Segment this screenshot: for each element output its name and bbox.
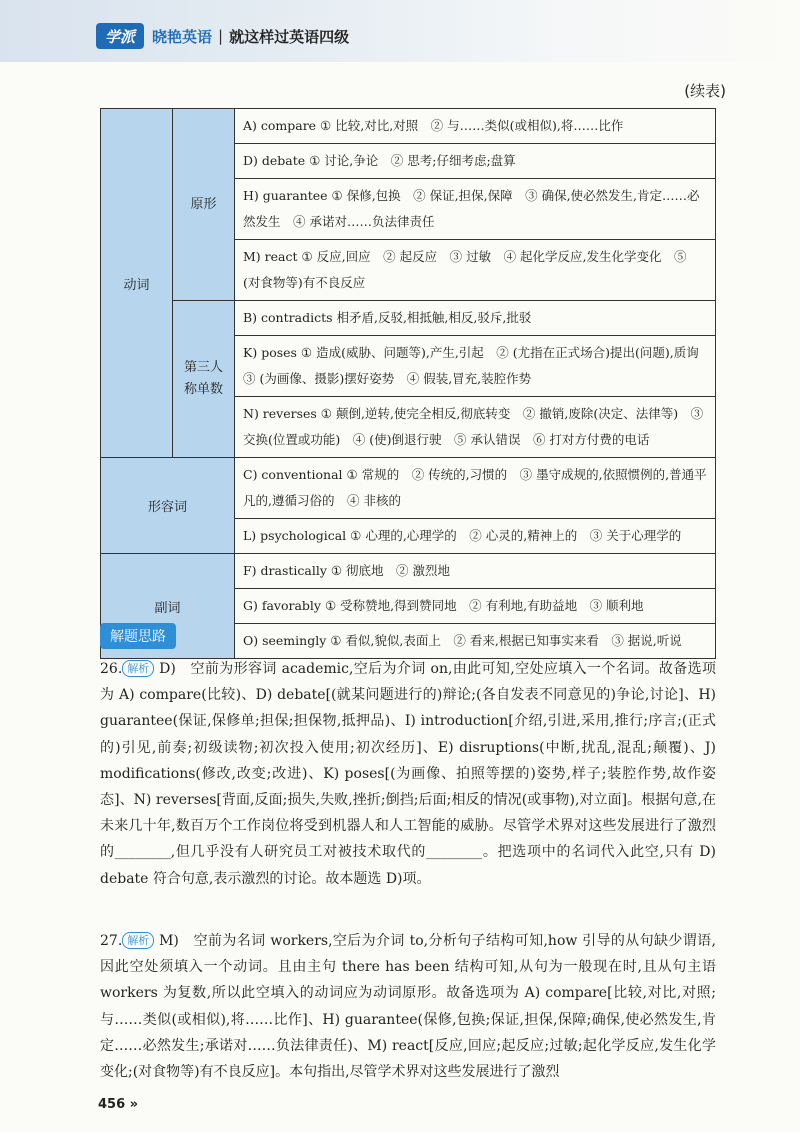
section-title: 解题思路 [100, 623, 176, 649]
verb-base-form: 原形 [173, 109, 235, 301]
header-separator: | [218, 27, 224, 45]
table-row: K) poses ① 造成(威胁、问题等),产生,引起 ② (尤指在正式场合)提出(问题),质询 ③ (为画像、摄影)摆好姿势 ④ 假装,冒充,装腔作势 [235, 336, 716, 397]
table-row: O) seemingly ① 看似,貌似,表面上 ② 看来,根据已知事实来看 ③ 据说,听说 [235, 624, 716, 659]
question-number: 27. [100, 933, 123, 949]
table-row: D) debate ① 讨论,争论 ② 思考;仔细考虑;盘算 [235, 144, 716, 179]
table-row: L) psychological ① 心理的,心理学的 ② 心灵的,精神上的 ③ 关于心理学的 [235, 519, 716, 554]
table-row: N) reverses ① 颠倒,逆转,使完全相反,彻底转变 ② 撤销,废除(决定、法律等) ③ 交换(位置或功能) ④ (使)倒退行驶 ⑤ 承认错误 ⑥ 打对方付费的电话 [235, 397, 716, 458]
table-row: C) conventional ① 常规的 ② 传统的,习惯的 ③ 墨守成规的,依照惯例的,普通平凡的,遵循习俗的 ④ 非核的 [235, 458, 716, 519]
pos-verb: 动词 [101, 109, 173, 458]
question-27-analysis [100, 928, 716, 1085]
table-row: B) contradicts 相矛盾,反驳,相抵触,相反,驳斥,批驳 [235, 301, 716, 336]
answer-letter: M) [159, 933, 179, 949]
analysis-text: 空前为形容词 academic,空后为介词 on,由此可知,空处应填入一个名词。故备选项为 A) compare(比较)、D) debate[(就某问题进行的)辩论;(各自发表不同意见的)争论,讨论]、H) guarantee(保证,保修单;担保;担保物,抵押品)、I) introduction[介绍,引进,采用,推行;序言;(正式的)引见,前奏;初级读物;初次投入使用;初次经历]、E) disruptions(中断,扰乱,混乱;颠覆)、J) modifications(修改,改变;改进)、K) poses[(为画像、拍照等摆的)姿势,样子;装腔作势,故作姿态]、N) reverses[背面,反面;损失,失败,挫折;倒挡;后面;相反的情况(或事物),对立面]。根据句意,在未来几十年,数百万个工作岗位将受到机器人和人工智能的威胁。尽管学术界对这些发展进行了激烈的________,但几乎没有人研究员工对被技术取代的________。把选项中的名词代入此空,只有 D) debate 符合句意,表示激烈的讨论。故本题选 D)项。 [100, 661, 716, 887]
verb-third-person [173, 301, 235, 458]
pos-adverb: 副词 [101, 554, 235, 659]
third-label-line2: 称单数 [183, 382, 223, 397]
table-row: H) guarantee ① 保修,包换 ② 保证,担保,保障 ③ 确保,使必然发生,肯定……必然发生 ④ 承诺对……负法律责任 [235, 179, 716, 240]
question-number: 26. [100, 661, 123, 677]
analysis-badge: 解析 [122, 660, 154, 677]
vocabulary-table [100, 108, 716, 659]
pos-adjective: 形容词 [101, 458, 235, 554]
continued-label: (续表) [684, 82, 726, 100]
table-row: G) favorably ① 受称赞地,得到赞同地 ② 有利地,有助益地 ③ 顺利地 [235, 589, 716, 624]
brand-logo: 学派 [96, 23, 144, 49]
page-number: 456 » [98, 1097, 139, 1112]
answer-letter: D) [159, 661, 176, 677]
page-header [0, 0, 800, 62]
book-title: 就这样过英语四级 [229, 27, 350, 46]
analysis-badge: 解析 [122, 932, 154, 949]
question-26-analysis [100, 656, 716, 892]
table-row: M) react ① 反应,回应 ② 起反应 ③ 过敏 ④ 起化学反应,发生化学变化 ⑤ (对食物等)有不良反应 [235, 240, 716, 301]
analysis-text: 空前为名词 workers,空后为介词 to,分析句子结构可知,how 引导的从句缺少谓语,因此空处须填入一个动词。且由主句 there has been 结构可知,从句为一般现在时,且从句主语 workers 为复数,所以此空填入的动词应为动词原形。故备选项为 A) compare[比较,对比,对照;与……类似(或相似),将……比作]、H) guarantee(保修,包换;保证,担保,保障;确保,使必然发生,肯定……必然发生;承诺对……负法律责任)、M) react[反应,回应;起反应;过敏;起化学反应,发生化学变化;(对食物等)有不良反应]。本句指出,尽管学术界对这些发展进行了激烈 [100, 933, 716, 1081]
table-row: F) drastically ① 彻底地 ② 激烈地 [235, 554, 716, 589]
third-label-line1: 第三人 [183, 360, 223, 375]
brand-name: 晓艳英语 [152, 27, 213, 46]
table-row: A) compare ① 比较,对比,对照 ② 与……类似(或相似),将……比作 [235, 109, 716, 144]
